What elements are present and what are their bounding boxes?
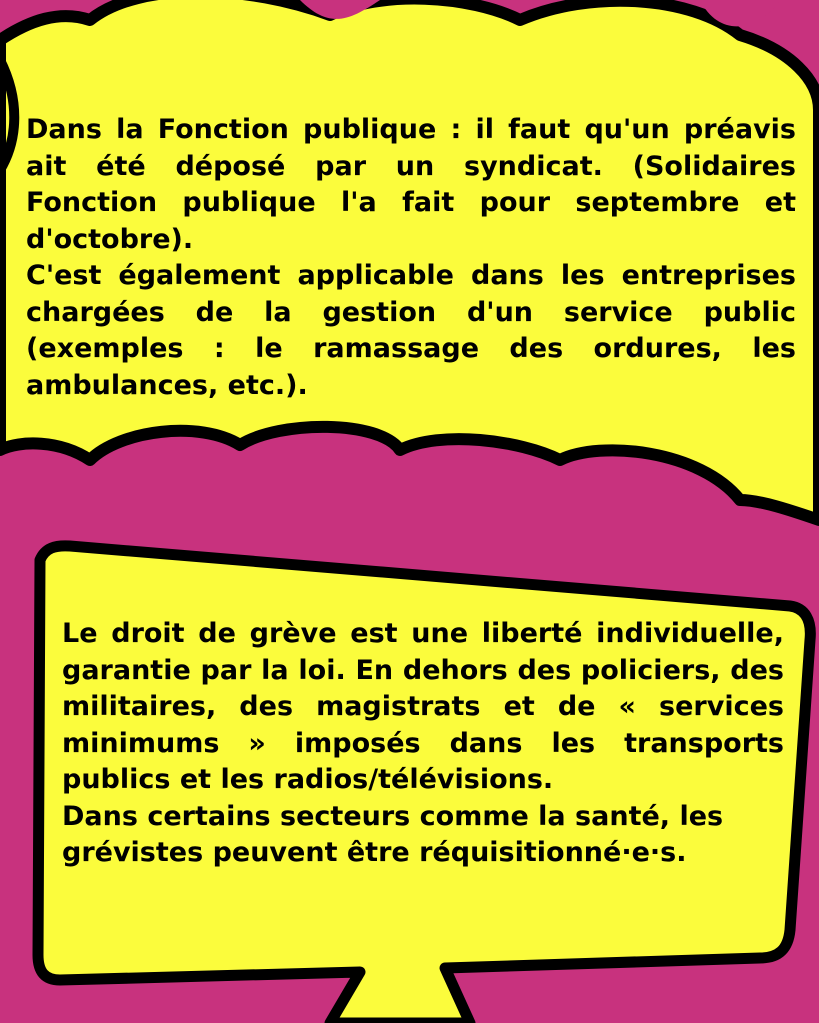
lower-paragraph-1: Le droit de grève est une liberté individuelle, garantie par la loi. En dehors des policiers, des militaires, des magistrats et de « services minimums » imposés dans les transports publics et les radios/télévisions. xyxy=(62,618,784,795)
lower-paragraph-2: Dans certains secteurs comme la santé, les grévistes peuvent être réquisitionné·e·s. xyxy=(62,800,724,868)
upper-paragraph-2: C'est également applicable dans les entreprises chargées de la gestion d'un service public (exemples : le ramassage des ordures, les ambulances, etc.). xyxy=(26,260,796,401)
upper-paragraph-1: Dans la Fonction publique : il faut qu'un préavis ait été déposé par un syndicat. (Solidaires Fonction publique l'a fait pour septembre et d'octobre). xyxy=(26,114,796,255)
upper-bubble-text xyxy=(26,112,796,404)
lower-bubble-text xyxy=(62,616,784,872)
